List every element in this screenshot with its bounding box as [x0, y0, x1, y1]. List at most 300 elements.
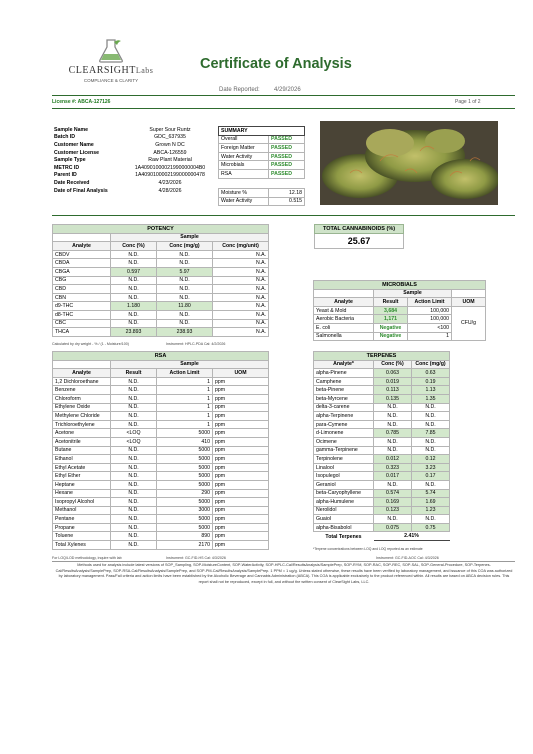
potency-row [53, 319, 269, 328]
flask-icon [96, 38, 126, 64]
potency-col-header: Conc (%) [111, 242, 157, 251]
potency-pct: N.D. [111, 285, 157, 294]
microbial-row [314, 306, 486, 315]
rsa-uom: ppm [213, 455, 269, 464]
rsa-uom: ppm [213, 429, 269, 438]
terpene-analyte: d-Limonene [314, 429, 374, 438]
rsa-uom: ppm [213, 446, 269, 455]
sample-info-row [52, 149, 216, 157]
terpene-row [314, 463, 450, 472]
terpene-mgg: 0.75 [412, 523, 450, 532]
summary-table [218, 126, 305, 179]
sample-info-label: Sample Type [54, 157, 86, 164]
terpene-mgg: 0.12 [412, 455, 450, 464]
microbials-title: MICROBIALS [314, 281, 486, 290]
footer-rule [52, 561, 515, 562]
rsa-row [53, 403, 269, 412]
rsa-sample-label: Sample [111, 360, 269, 369]
summary-status: PASSED [269, 169, 305, 178]
rsa-row [53, 420, 269, 429]
sample-info-label: Customer Name [54, 141, 94, 148]
rsa-result: N.D. [111, 420, 157, 429]
date-reported: 4/29/2026 [274, 87, 301, 93]
sample-info-row [52, 172, 216, 180]
rsa-result: N.D. [111, 412, 157, 421]
license-rule [52, 108, 515, 109]
lab-tagline: COMPLIANCE & CLARITY [83, 78, 139, 83]
potency-unit: N.A. [213, 310, 269, 319]
terpene-analyte: Terpinolene [314, 455, 374, 464]
rsa-result: N.D. [111, 394, 157, 403]
terpene-pct: 0.113 [374, 386, 412, 395]
rsa-limit: 5000 [157, 472, 213, 481]
terpene-pct: N.D. [374, 412, 412, 421]
terpene-analyte: alpha-Terpinene [314, 412, 374, 421]
rsa-row [53, 523, 269, 532]
summary-label: Water Activity [219, 152, 269, 161]
rsa-row [53, 412, 269, 421]
rsa-analyte: Ethylene Oxide [53, 403, 111, 412]
potency-mgg: N.D. [157, 276, 213, 285]
microbials-col-header: UOM [452, 298, 486, 307]
potency-mgg: 238.93 [157, 328, 213, 337]
microbial-analyte: Salmonella [314, 332, 374, 341]
total-terpenes-value: 2.41% [374, 532, 450, 541]
potency-analyte: d8-THC [53, 310, 111, 319]
rsa-result: <LOQ [111, 437, 157, 446]
potency-col-header: Conc (mg/g) [157, 242, 213, 251]
terpene-analyte: Linalool [314, 463, 374, 472]
potency-footnote-right: Instrument: HPLC-PDA Cal: 4/2/2026 [166, 342, 226, 346]
rsa-uom: ppm [213, 472, 269, 481]
summary-row [219, 144, 305, 153]
terpene-row [314, 369, 450, 378]
terpene-mgg: 1.23 [412, 506, 450, 515]
potency-pct: 1.180 [111, 302, 157, 311]
microbial-analyte: Aerobic Bacteria [314, 315, 374, 324]
potency-unit: N.A. [213, 302, 269, 311]
water-activity-label: Water Activity [219, 197, 269, 206]
rsa-uom: ppm [213, 394, 269, 403]
potency-analyte: CBC [53, 319, 111, 328]
terpene-mgg: 1.13 [412, 386, 450, 395]
rsa-analyte: Acetonitrile [53, 437, 111, 446]
potency-row [53, 276, 269, 285]
moisture-value: 12.18 [269, 189, 305, 198]
microbials-col-header: Result [374, 298, 408, 307]
microbial-result: Negative [374, 323, 408, 332]
terpene-analyte: Geraniol [314, 480, 374, 489]
terpene-pct: N.D. [374, 403, 412, 412]
potency-pct: N.D. [111, 310, 157, 319]
potency-sample-label: Sample [111, 233, 269, 242]
terpene-row [314, 480, 450, 489]
terpene-analyte: Ocimene [314, 437, 374, 446]
sample-info-value: 4/23/2026 [158, 179, 182, 186]
sample-info-label: Batch ID [54, 134, 76, 141]
rsa-analyte: Isopropyl Alcohol [53, 498, 111, 507]
terpene-pct: N.D. [374, 446, 412, 455]
rsa-limit: 5000 [157, 455, 213, 464]
sample-info-label: Date Received [54, 179, 90, 186]
sample-info-row [52, 179, 216, 187]
sample-info-label: Date of Final Analysis [54, 187, 108, 194]
rsa-analyte: Heptane [53, 480, 111, 489]
rsa-analyte: 1,2 Dichloroethane [53, 377, 111, 386]
sample-info-table [52, 126, 216, 194]
potency-unit: N.A. [213, 276, 269, 285]
sample-info-value: 1A4090100002199000000478 [135, 172, 205, 179]
potency-mgg: 11.80 [157, 302, 213, 311]
terpene-analyte: beta-Pinene [314, 386, 374, 395]
terpenes-col-header: Conc (%) [374, 360, 412, 369]
microbial-limit: 1 [408, 332, 452, 341]
terpene-mgg: 0.17 [412, 472, 450, 481]
potency-analyte: CBGA [53, 267, 111, 276]
summary-status: PASSED [269, 161, 305, 170]
rsa-uom: ppm [213, 412, 269, 421]
rsa-analyte: Pentane [53, 515, 111, 524]
rsa-analyte: Hexane [53, 489, 111, 498]
terpene-pct: 0.169 [374, 498, 412, 507]
sample-info-row [52, 141, 216, 149]
summary-label: Overall [219, 135, 269, 144]
rsa-result: N.D. [111, 446, 157, 455]
rsa-row [53, 489, 269, 498]
terpene-row [314, 506, 450, 515]
rsa-limit: 5000 [157, 463, 213, 472]
terpene-row [314, 498, 450, 507]
rsa-limit: 1 [157, 394, 213, 403]
potency-pct: 23.893 [111, 328, 157, 337]
rsa-uom: ppm [213, 420, 269, 429]
rsa-col-header: UOM [213, 369, 269, 378]
lab-suffix: Labs [135, 66, 154, 75]
terpene-row [314, 403, 450, 412]
terpene-mgg: 3.23 [412, 463, 450, 472]
rsa-result: N.D. [111, 489, 157, 498]
rsa-result: N.D. [111, 403, 157, 412]
rsa-uom: ppm [213, 541, 269, 550]
rsa-analyte: Ethyl Ether [53, 472, 111, 481]
sample-info-value: Super Sour Runtz [149, 126, 191, 133]
rsa-footnote-left: For LOQ/LOD methodology, inquire with lab [52, 556, 122, 560]
potency-mgg: N.D. [157, 259, 213, 268]
rsa-row [53, 446, 269, 455]
summary-status: PASSED [269, 135, 305, 144]
section-rule [52, 215, 515, 216]
potency-unit: N.A. [213, 285, 269, 294]
microbial-analyte: E. coli [314, 323, 374, 332]
rsa-analyte: Ethanol [53, 455, 111, 464]
rsa-result: <LOQ [111, 429, 157, 438]
rsa-uom: ppm [213, 403, 269, 412]
rsa-result: N.D. [111, 515, 157, 524]
summary-label: RSA [219, 169, 269, 178]
rsa-row [53, 386, 269, 395]
potency-analyte: CBDA [53, 259, 111, 268]
total-cannabinoids-title: TOTAL CANNABINOIDS (%) [315, 225, 404, 234]
terpene-pct: 0.012 [374, 455, 412, 464]
moisture-table [218, 188, 305, 206]
potency-footnote-left: Calculated by dry weight - % / (1 - Moisture/100) [52, 342, 129, 346]
terpene-mgg: N.D. [412, 403, 450, 412]
rsa-result: N.D. [111, 455, 157, 464]
terpene-row [314, 429, 450, 438]
rsa-result: N.D. [111, 498, 157, 507]
rsa-result: N.D. [111, 480, 157, 489]
terpene-analyte: Nerolidol [314, 506, 374, 515]
terpene-mgg: N.D. [412, 480, 450, 489]
potency-pct: N.D. [111, 250, 157, 259]
terpene-analyte: beta-Myrcene [314, 394, 374, 403]
terpene-row [314, 515, 450, 524]
potency-unit: N.A. [213, 259, 269, 268]
terpene-analyte: alpha-Pinene [314, 369, 374, 378]
terpene-row [314, 420, 450, 429]
terpene-analyte: delta-3-carene [314, 403, 374, 412]
terpene-mgg: N.D. [412, 437, 450, 446]
sample-info-value: 4/28/2026 [158, 187, 182, 194]
header-rule [52, 95, 515, 96]
terpenes-col-header: Analyte* [314, 360, 374, 369]
potency-mgg: N.D. [157, 319, 213, 328]
terpene-pct: N.D. [374, 437, 412, 446]
rsa-result: N.D. [111, 472, 157, 481]
total-cannabinoids-box [314, 224, 404, 249]
rsa-limit: 5000 [157, 429, 213, 438]
potency-col-header: Conc (mg/unit) [213, 242, 269, 251]
microbial-result: Negative [374, 332, 408, 341]
sample-info-row [52, 164, 216, 172]
rsa-uom: ppm [213, 498, 269, 507]
microbials-sample-label: Sample [374, 289, 452, 298]
rsa-uom: ppm [213, 386, 269, 395]
rsa-uom: ppm [213, 377, 269, 386]
terpene-analyte: alpha-Bisabolol [314, 523, 374, 532]
terpene-mgg: 7.85 [412, 429, 450, 438]
rsa-limit: 5000 [157, 446, 213, 455]
rsa-col-header: Analyte [53, 369, 111, 378]
potency-row [53, 328, 269, 337]
rsa-col-header: Action Limit [157, 369, 213, 378]
sample-info-row [52, 134, 216, 142]
rsa-analyte: Toluene [53, 532, 111, 541]
potency-analyte: CBDV [53, 250, 111, 259]
total-cannabinoids-value: 25.67 [315, 233, 404, 248]
rsa-result: N.D. [111, 386, 157, 395]
terpene-mgg: N.D. [412, 446, 450, 455]
rsa-uom: ppm [213, 506, 269, 515]
terpenes-footnote-2: Instrument: GC-FID-AOC Cal: 4/3/2026 [376, 556, 439, 560]
rsa-limit: 1 [157, 403, 213, 412]
potency-row [53, 259, 269, 268]
microbial-result: 1,171 [374, 315, 408, 324]
summary-title: SUMMARY [219, 127, 305, 136]
terpene-pct: 0.019 [374, 377, 412, 386]
rsa-row [53, 394, 269, 403]
summary-label: Microbials [219, 161, 269, 170]
rsa-limit: 1 [157, 377, 213, 386]
potency-row [53, 250, 269, 259]
potency-analyte: CBN [53, 293, 111, 302]
terpenes-footnote-1: *Terpene concentrations between LOQ and LOQ reported as an estimate [313, 547, 423, 551]
methods-statement: Methods used for analysis include latest versions of SOP_Sampling, SOP-MoistureContent, SOP-WaterActivity, SOP-HPLC-Cal/ResultsAnalysis/SamplePrep, SOP-RYM, SOP-RAC, SOP-REC, SOP-SAL, SOP-General-Procedure, SOP-Terpenes-Cal/ResultsAnalysis/SamplePrep, SOP-RSA-Cal/ResultsAnalysis/SamplePrep, and SOP-PM-Cal/ResultsAnalysis/SamplePrep. 1 PPM = 1 ug/g. Unless stated otherwise, these results have been verified by laboratory management, and issuance of this COA was authorized by laboratory management. Pass/Fail criteria and action limits have been established by the Alcoholic Beverage and Cannabis Administration (ABCA). This COA is applicable exclusively to the product referenced within. All results are based on ABCA decision rules. This report shall not be reproduced, except in full, and without the written consent of ClearSight Labs, LLC. [55, 563, 513, 584]
terpene-pct: N.D. [374, 515, 412, 524]
terpenes-title: TERPENES [314, 352, 450, 361]
potency-row [53, 267, 269, 276]
rsa-limit: 290 [157, 489, 213, 498]
lab-name: CLEARSIGHT [68, 65, 136, 76]
rsa-result: N.D. [111, 506, 157, 515]
rsa-analyte: Acetone [53, 429, 111, 438]
terpene-pct: 0.785 [374, 429, 412, 438]
sample-info-value: 1A40901000021990000004B0 [134, 164, 206, 171]
terpene-pct: 0.063 [374, 369, 412, 378]
potency-mgg: 5.97 [157, 267, 213, 276]
rsa-result: N.D. [111, 523, 157, 532]
product-photo [320, 121, 498, 205]
sample-info-value: Grown N DC [155, 141, 185, 148]
terpene-mgg: N.D. [412, 515, 450, 524]
summary-row [219, 169, 305, 178]
rsa-limit: 5000 [157, 498, 213, 507]
microbial-limit: <100 [408, 323, 452, 332]
rsa-analyte: Chloroform [53, 394, 111, 403]
potency-table [52, 224, 269, 337]
page-number: Page 1 of 2 [455, 99, 481, 105]
lab-logo [52, 38, 170, 96]
rsa-row [53, 506, 269, 515]
terpene-row [314, 446, 450, 455]
rsa-row [53, 532, 269, 541]
terpene-row [314, 437, 450, 446]
rsa-limit: 3000 [157, 506, 213, 515]
potency-mgg: N.D. [157, 293, 213, 302]
microbials-table [313, 280, 486, 341]
rsa-result: N.D. [111, 463, 157, 472]
microbials-col-header: Analyte [314, 298, 374, 307]
rsa-limit: 5000 [157, 523, 213, 532]
terpene-pct: 0.017 [374, 472, 412, 481]
potency-row [53, 293, 269, 302]
summary-label: Foreign Matter [219, 144, 269, 153]
rsa-row [53, 541, 269, 550]
terpene-pct: 0.075 [374, 523, 412, 532]
terpene-row [314, 489, 450, 498]
rsa-analyte: Total Xylenes [53, 541, 111, 550]
rsa-result: N.D. [111, 541, 157, 550]
microbial-result: 3,684 [374, 306, 408, 315]
rsa-row [53, 480, 269, 489]
potency-row [53, 285, 269, 294]
moisture-label: Moisture % [219, 189, 269, 198]
rsa-uom: ppm [213, 523, 269, 532]
sample-info-label: Sample Name [54, 126, 89, 133]
microbials-col-header: Action Limit [408, 298, 452, 307]
terpene-row [314, 386, 450, 395]
microbial-uom: CFU/g [452, 306, 486, 340]
terpene-analyte: beta-Caryophyllene [314, 489, 374, 498]
potency-analyte: d9-THC [53, 302, 111, 311]
terpene-mgg: 1.69 [412, 498, 450, 507]
rsa-analyte: Ethyl Acetate [53, 463, 111, 472]
summary-row [219, 161, 305, 170]
sample-info-value: ABCA-126559 [153, 149, 187, 156]
rsa-limit: 1 [157, 412, 213, 421]
sample-info-row [52, 156, 216, 164]
rsa-uom: ppm [213, 489, 269, 498]
rsa-row [53, 437, 269, 446]
rsa-limit: 5000 [157, 480, 213, 489]
rsa-analyte: Butane [53, 446, 111, 455]
terpenes-table [313, 351, 450, 541]
potency-pct: N.D. [111, 276, 157, 285]
microbial-limit: 100,000 [408, 315, 452, 324]
sample-info-label: METRC ID [54, 164, 80, 171]
rsa-analyte: Methanol [53, 506, 111, 515]
rsa-result: N.D. [111, 532, 157, 541]
terpene-pct: 0.123 [374, 506, 412, 515]
potency-unit: N.A. [213, 250, 269, 259]
summary-status: PASSED [269, 152, 305, 161]
terpene-row [314, 523, 450, 532]
terpene-mgg: 0.63 [412, 369, 450, 378]
rsa-limit: 410 [157, 437, 213, 446]
potency-row [53, 302, 269, 311]
rsa-row [53, 498, 269, 507]
sample-info-value: GDC_637935 [154, 134, 186, 141]
summary-status: PASSED [269, 144, 305, 153]
potency-row [53, 310, 269, 319]
terpene-pct: N.D. [374, 480, 412, 489]
rsa-analyte: Methylene Chloride [53, 412, 111, 421]
total-terpenes-label: Total Terpenes [325, 533, 362, 540]
terpene-analyte: para-Cymene [314, 420, 374, 429]
rsa-analyte: Benzene [53, 386, 111, 395]
rsa-uom: ppm [213, 437, 269, 446]
terpene-analyte: gamma-Terpinene [314, 446, 374, 455]
license-number: License #: ABCA-127126 [52, 99, 111, 105]
potency-analyte: CBD [53, 285, 111, 294]
terpene-analyte: alpha-Humulene [314, 498, 374, 507]
microbial-limit: 100,000 [408, 306, 452, 315]
terpene-mgg: N.D. [412, 420, 450, 429]
potency-unit: N.A. [213, 293, 269, 302]
rsa-row [53, 463, 269, 472]
sample-info-row [52, 126, 216, 134]
potency-pct: 0.597 [111, 267, 157, 276]
potency-mgg: N.D. [157, 310, 213, 319]
potency-unit: N.A. [213, 328, 269, 337]
terpene-analyte: Camphene [314, 377, 374, 386]
rsa-limit: 1 [157, 386, 213, 395]
terpene-pct: 0.135 [374, 394, 412, 403]
potency-col-header: Analyte [53, 242, 111, 251]
potency-title: POTENCY [53, 225, 269, 234]
terpene-pct: 0.323 [374, 463, 412, 472]
terpene-mgg: 1.35 [412, 394, 450, 403]
terpene-row [314, 394, 450, 403]
rsa-limit: 1 [157, 420, 213, 429]
terpene-mgg: N.D. [412, 412, 450, 421]
terpene-row [314, 377, 450, 386]
rsa-row [53, 515, 269, 524]
sample-info-label: Parent ID [54, 172, 77, 179]
terpene-row [314, 455, 450, 464]
rsa-analyte: Propane [53, 523, 111, 532]
potency-mgg: N.D. [157, 250, 213, 259]
